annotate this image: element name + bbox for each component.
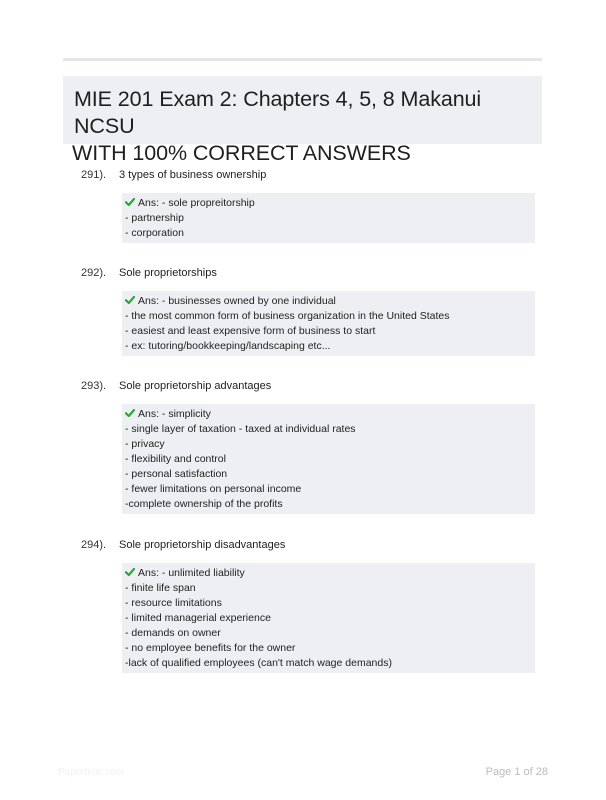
answer-line: - partnership bbox=[125, 212, 184, 224]
question-number: 293). bbox=[81, 380, 107, 392]
check-icon bbox=[125, 567, 135, 577]
answer-line: - single layer of taxation - taxed at individual rates bbox=[125, 423, 356, 435]
question-row bbox=[81, 379, 535, 393]
question-row bbox=[81, 538, 535, 552]
check-icon bbox=[125, 295, 135, 305]
title-banner bbox=[63, 76, 542, 165]
question-number: 294). bbox=[81, 539, 107, 551]
answer-line bbox=[125, 407, 531, 422]
answer-line: - finite life span bbox=[125, 582, 196, 594]
answer-line: - corporation bbox=[125, 227, 184, 239]
document-title bbox=[72, 86, 534, 167]
answer-line: - resource limitations bbox=[125, 597, 222, 609]
question-text: Sole proprietorships bbox=[119, 267, 217, 279]
answer-first-line: Ans: - simplicity bbox=[138, 408, 211, 420]
answer-box bbox=[122, 404, 535, 514]
check-icon bbox=[125, 408, 135, 418]
answer-line bbox=[125, 196, 531, 211]
answer-line: - ex: tutoring/bookkeeping/landscaping etc... bbox=[125, 340, 331, 352]
question-block bbox=[81, 379, 535, 514]
question-text: Sole proprietorship advantages bbox=[119, 380, 272, 392]
answer-line bbox=[125, 566, 531, 581]
document-title-line-1: MIE 201 Exam 2: Chapters 4, 5, 8 Makanui NCSU bbox=[74, 87, 482, 138]
question-text: Sole proprietorship disadvantages bbox=[119, 539, 286, 551]
answer-line: - flexibility and control bbox=[125, 453, 226, 465]
answer-line: - demands on owner bbox=[125, 627, 221, 639]
answer-line: - easiest and least expensive form of business to start bbox=[125, 325, 376, 337]
answer-first-line: Ans: - businesses owned by one individual bbox=[138, 295, 336, 307]
question-row bbox=[81, 266, 535, 280]
question-number: 292). bbox=[81, 267, 107, 279]
answer-line: -lack of qualified employees (can't match wage demands) bbox=[125, 657, 392, 669]
question-block bbox=[81, 168, 535, 243]
question-block bbox=[81, 538, 535, 673]
question-number: 291). bbox=[81, 169, 107, 181]
question-block bbox=[81, 266, 535, 356]
answer-box bbox=[122, 291, 535, 356]
answer-box bbox=[122, 563, 535, 673]
question-text: 3 types of business ownership bbox=[119, 169, 267, 181]
answer-line: - privacy bbox=[125, 438, 165, 450]
answer-line bbox=[125, 294, 531, 309]
footer-watermark: Papertelic.com bbox=[58, 767, 125, 778]
answer-first-line: Ans: - sole propreitorship bbox=[138, 197, 255, 209]
answer-line: - limited managerial experience bbox=[125, 612, 271, 624]
answer-first-line: Ans: - unlimited liability bbox=[138, 567, 245, 579]
answer-line: -complete ownership of the profits bbox=[125, 498, 283, 510]
answer-line: - the most common form of business organization in the United States bbox=[125, 310, 450, 322]
document-title-line-2: WITH 100% CORRECT ANSWERS bbox=[72, 141, 411, 165]
answer-box bbox=[122, 193, 535, 243]
header-divider bbox=[63, 58, 542, 61]
answer-line: - no employee benefits for the owner bbox=[125, 642, 296, 654]
check-icon bbox=[125, 197, 135, 207]
question-row bbox=[81, 168, 535, 182]
answer-line: - fewer limitations on personal income bbox=[125, 483, 302, 495]
page-number: Page 1 of 28 bbox=[485, 766, 548, 778]
answer-line: - personal satisfaction bbox=[125, 468, 228, 480]
